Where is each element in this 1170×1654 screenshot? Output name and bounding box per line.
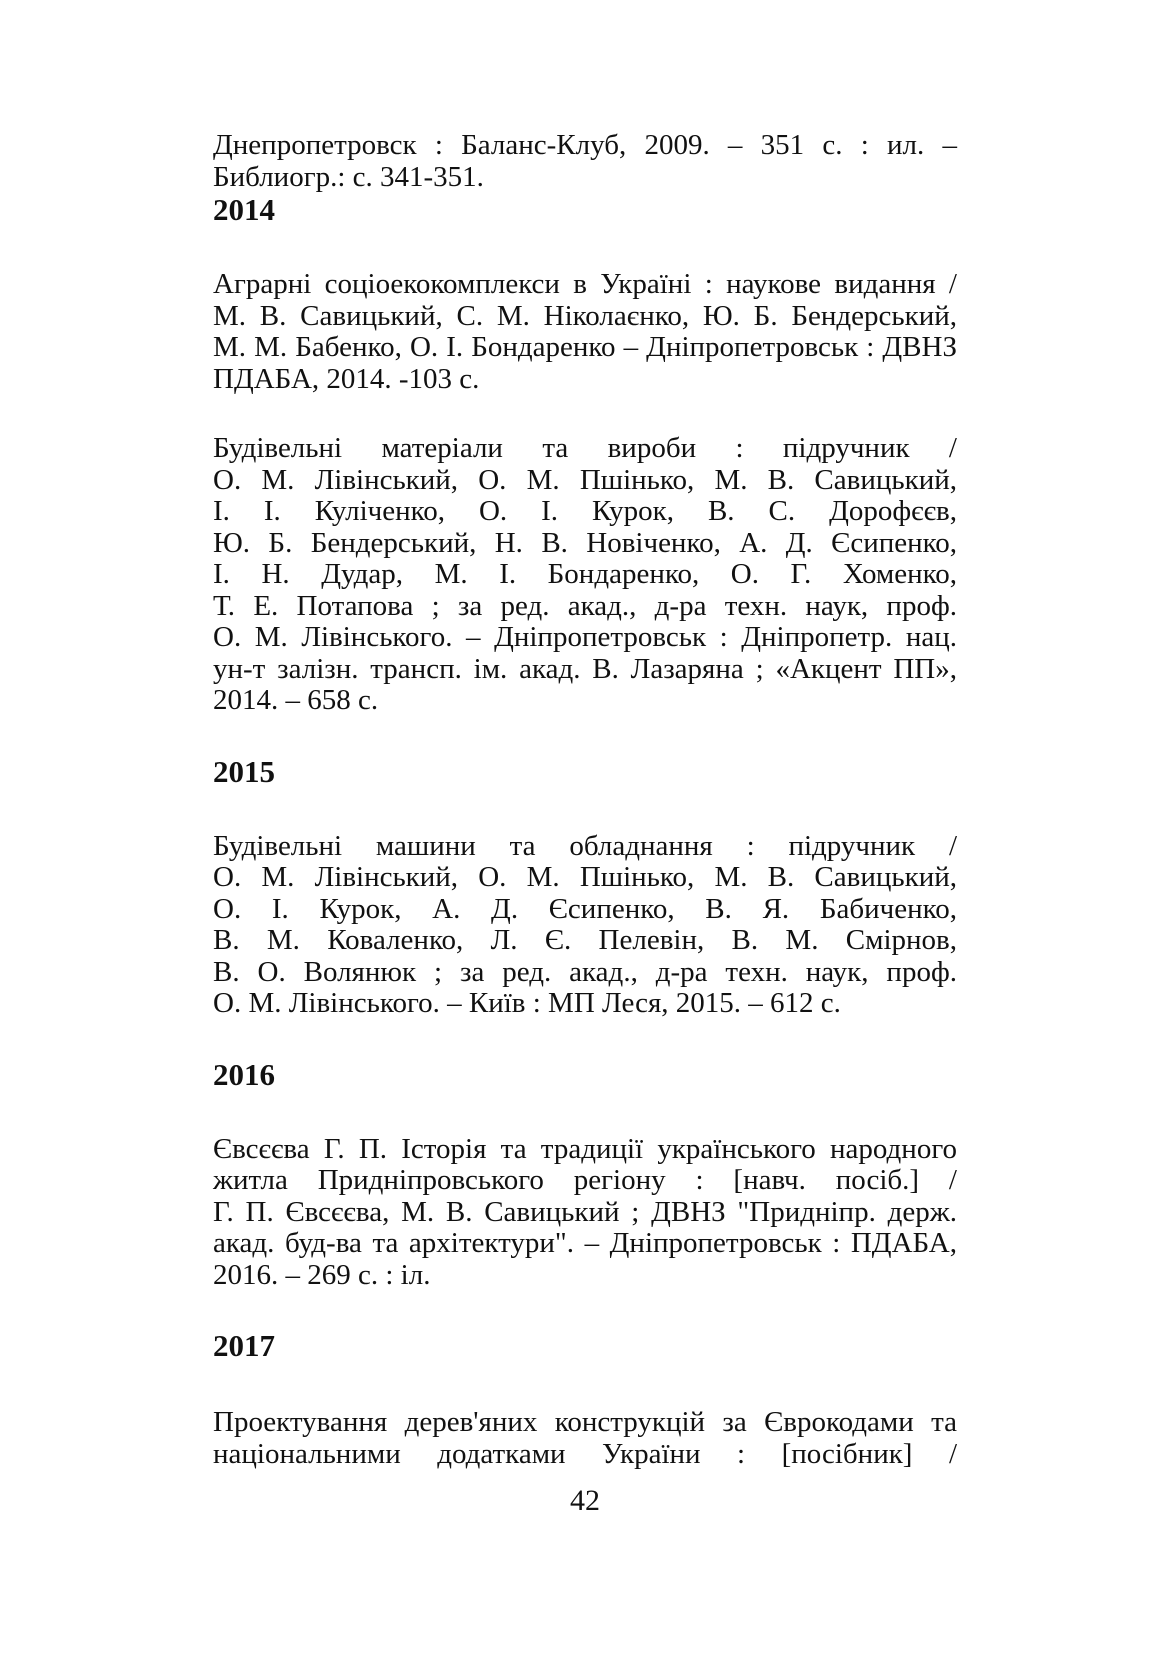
entry-line: Г. П. Євсєєва, М. В. Савицький ; ДВНЗ "Придніпр. держ. <box>213 1195 957 1228</box>
document-page <box>213 130 957 1470</box>
entry-line: І. Н. Дудар, М. І. Бондаренко, О. Г. Хоменко, <box>213 558 957 590</box>
entry-line: І. І. Куліченко, О. І. Курок, В. С. Дорофєєв, <box>213 495 957 527</box>
bibliography-entry <box>213 1134 957 1292</box>
entry-line: Ю. Б. Бендерський, Н. В. Новіченко, А. Д. Єсипенко, <box>213 526 957 559</box>
year-heading-2016: 2016 <box>213 1056 275 1092</box>
bibliography-entry <box>213 269 957 395</box>
year-heading-2017: 2017 <box>213 1328 275 1363</box>
entry-line: О. М. Лівінського. – Київ : МП Леся, 2015. – 612 с. <box>213 987 841 1019</box>
entry-line: Проектування дерев'яних конструкцій за Єврокодами та <box>213 1406 957 1438</box>
entry-line: 2016. – 269 с. : іл. <box>213 1258 431 1291</box>
entry-line: акад. буд-ва та архітектури". – Дніпропетровськ : ПДАБА, <box>213 1227 957 1259</box>
entry-line: Т. Е. Потапова ; за ред. акад., д-ра техн. наук, проф. <box>213 589 957 622</box>
entry-line: М. В. Савицький, С. М. Ніколаєнко, Ю. Б. Бендерський, <box>213 299 957 332</box>
bibliography-entry <box>213 433 957 717</box>
year-heading-2014: 2014 <box>213 192 275 227</box>
entry-line: національними додатками України : [посібник] / <box>213 1437 957 1470</box>
entry-line: О. І. Курок, А. Д. Єсипенко, В. Я. Бабиченко, <box>213 892 957 925</box>
bibliography-entry <box>213 831 957 1020</box>
year-heading-2015: 2015 <box>213 753 275 789</box>
entry-line: Будівельні машини та обладнання : підручник / <box>213 829 957 862</box>
entry-line: М. М. Бабенко, О. І. Бондаренко – Дніпропетровськ : ДВНЗ <box>213 331 957 363</box>
entry-line: О. М. Лівінський, О. М. Пшінько, М. В. Савицький, <box>213 861 957 893</box>
page-number: 42 <box>570 1484 600 1517</box>
intro-line: Днепропетровск : Баланс-Клуб, 2009. – 351 с. : ил. – <box>213 129 957 161</box>
entry-line: О. М. Лівінський, О. М. Пшінько, М. В. Савицький, <box>213 463 957 496</box>
entry-line: Будівельні матеріали та вироби : підручник / <box>213 432 957 464</box>
entry-line: В. О. Волянюк ; за ред. акад., д-ра техн. наук, проф. <box>213 955 957 988</box>
entry-line: Євсєєва Г. П. Історія та традиції українського народного <box>213 1132 957 1165</box>
bibliography-entry <box>213 1407 957 1470</box>
entry-line: ПДАБА, 2014. -103 с. <box>213 362 480 395</box>
entry-line: О. М. Лівінського. – Дніпропетровськ : Дніпропетр. нац. <box>213 621 957 653</box>
entry-line: ун-т залізн. трансп. ім. акад. В. Лазаряна ; «Акцент ПП», <box>213 652 957 685</box>
entry-line: 2014. – 658 с. <box>213 684 379 716</box>
entry-line: житла Придніпровського регіону : [навч. посіб.] / <box>213 1164 957 1196</box>
intro-line: Библиогр.: с. 341-351. <box>213 160 484 193</box>
entry-line: В. М. Коваленко, Л. Є. Пелевін, В. М. Смірнов, <box>213 924 957 956</box>
entry-line: Аграрні соціоекокомплекси в Україні : наукове видання / <box>213 268 957 300</box>
